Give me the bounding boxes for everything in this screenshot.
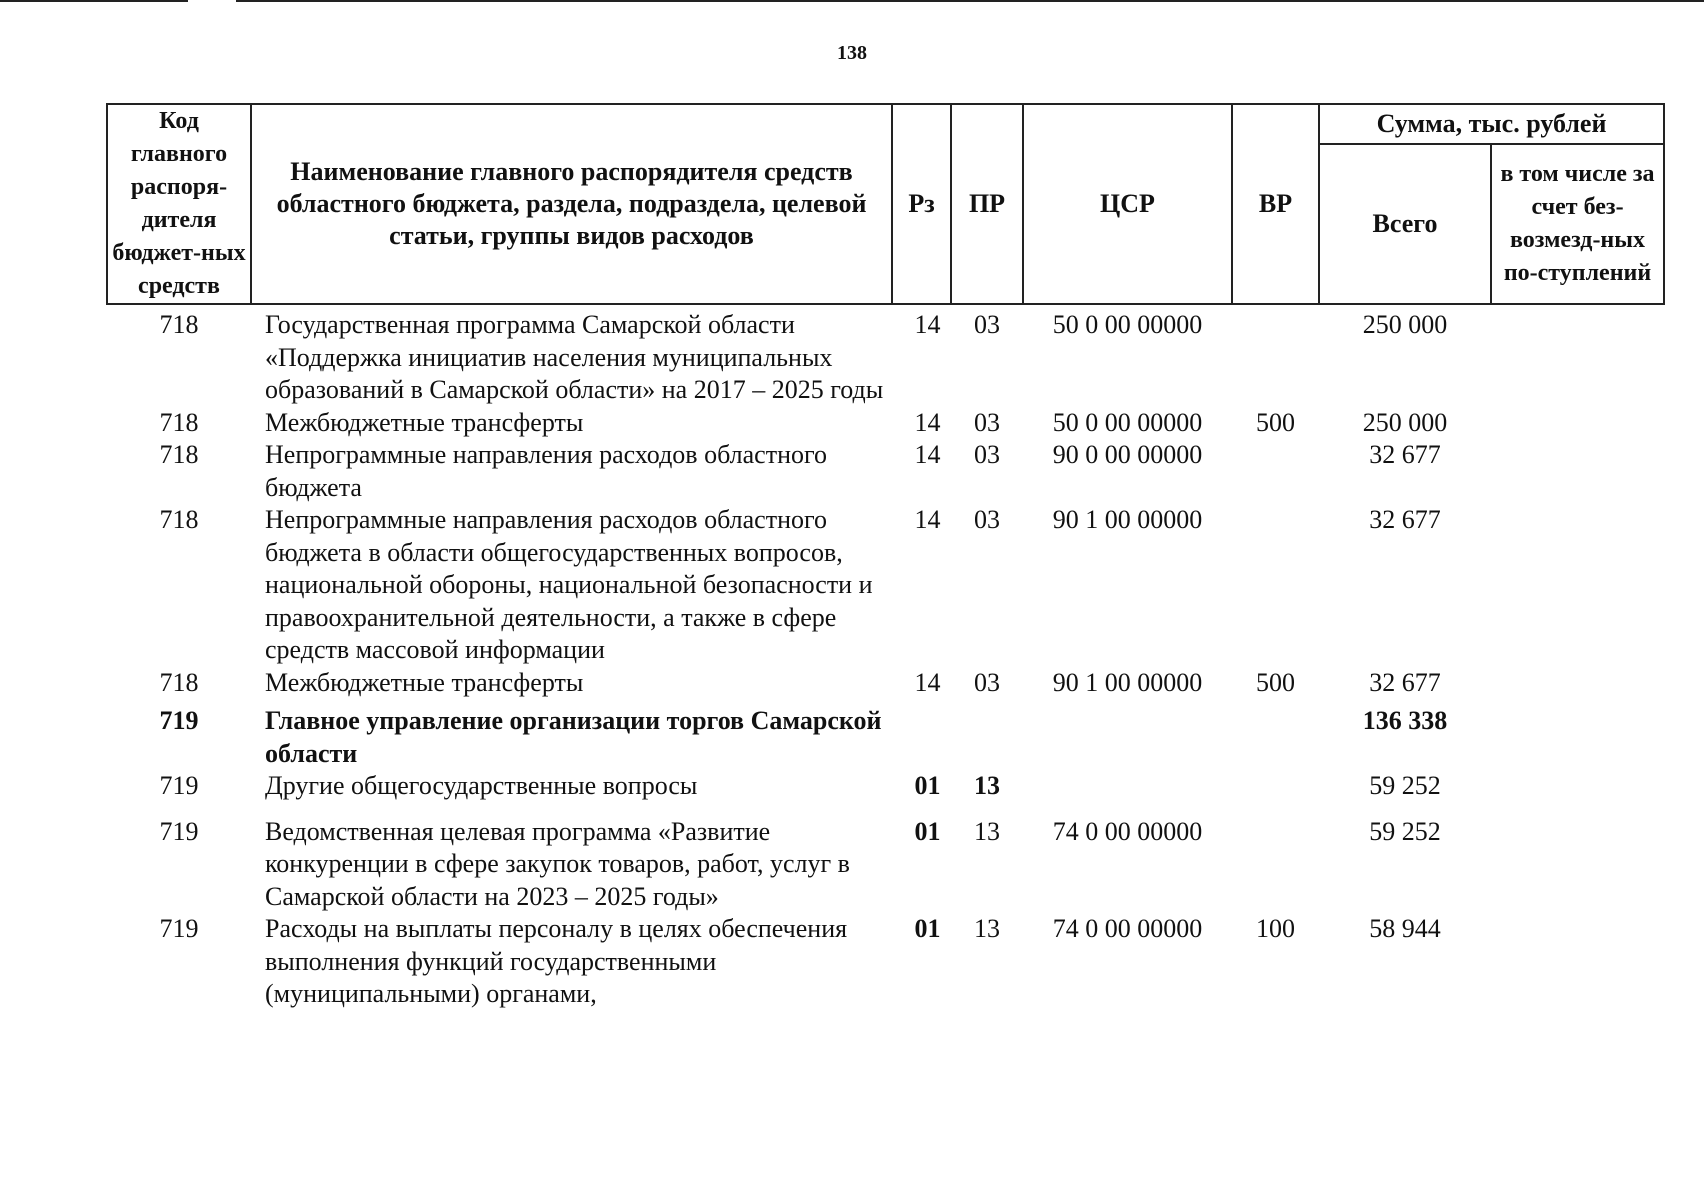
top-rule-right [236, 0, 1704, 2]
header-code: Код главного распоря-дителя бюджет-ных средств [107, 104, 251, 304]
cell-pr: 03 [974, 310, 1000, 339]
cell-pr: 03 [974, 407, 1000, 437]
cell-name: Межбюджетные трансферты [265, 407, 584, 437]
cell-name: Межбюджетные трансферты [265, 667, 584, 697]
cell-code: 719 [159, 771, 199, 800]
cell-name: Главное управление организации торгов Самарской области [265, 706, 882, 768]
header-rz: Рз [892, 104, 951, 304]
cell-total: 32 677 [1369, 440, 1441, 469]
cell-vr [1232, 770, 1319, 803]
table-row [107, 699, 1664, 770]
top-rule-left [0, 0, 188, 2]
cell-pr: 03 [974, 440, 1000, 469]
cell-total: 32 677 [1369, 505, 1441, 534]
header-vr: ВР [1232, 104, 1319, 304]
cell-free [1491, 699, 1664, 770]
cell-csr: 90 0 00 00000 [1052, 440, 1203, 469]
cell-csr [1023, 770, 1232, 803]
table-row [107, 439, 1664, 504]
table-row [107, 803, 1664, 914]
cell-name: Государственная программа Самарской области «Поддержка инициатив населения муниципальных образований в Самарской области» на 2017 – 2025 годы [265, 310, 884, 404]
cell-code: 719 [159, 706, 199, 735]
cell-pr: 03 [974, 667, 1000, 697]
cell-vr: 500 [1256, 407, 1295, 437]
cell-free [1491, 770, 1664, 803]
cell-csr: 90 1 00 00000 [1052, 667, 1203, 697]
table-row [107, 667, 1664, 700]
cell-name: Ведомственная целевая программа «Развитие конкуренции в сфере закупок товаров, работ, услуг в Самарской области на 2023 – 2025 годы» [265, 816, 850, 911]
cell-code: 719 [159, 816, 199, 846]
cell-csr: 50 0 00 00000 [1052, 407, 1203, 437]
cell-vr [1232, 504, 1319, 667]
header-name: Наименование главного распорядителя средств областного бюджета, раздела, подраздела, целевой статьи, группы видов расходов [251, 104, 892, 304]
table-row [107, 304, 1664, 407]
cell-csr: 50 0 00 00000 [1052, 310, 1203, 339]
cell-rz [892, 699, 951, 770]
cell-free [1491, 304, 1664, 407]
header-total: Всего [1319, 144, 1491, 304]
cell-rz: 14 [914, 505, 941, 534]
cell-vr [1232, 803, 1319, 914]
cell-vr: 500 [1256, 667, 1295, 697]
cell-rz: 01 [914, 816, 941, 846]
cell-code: 719 [159, 914, 199, 943]
cell-total: 58 944 [1369, 914, 1441, 943]
cell-total: 32 677 [1369, 667, 1441, 697]
table-row [107, 504, 1664, 667]
cell-rz: 01 [914, 771, 941, 800]
cell-code: 718 [159, 667, 199, 697]
cell-pr: 03 [974, 505, 1000, 534]
cell-total: 136 338 [1362, 706, 1448, 735]
cell-rz: 14 [914, 407, 941, 437]
header-free: в том числе за счет без-возмезд-ных по-ступлений [1491, 144, 1664, 304]
cell-total: 250 000 [1362, 407, 1448, 437]
cell-rz: 14 [914, 440, 941, 469]
cell-vr: 100 [1256, 914, 1295, 943]
cell-name: Непрограммные направления расходов областного бюджета в области общегосударственных вопросов, национальной обороны, национальной безопасности и правоохранительной деятельности, а также в сфере средств массовой информации [265, 505, 873, 664]
cell-rz: 14 [914, 310, 941, 339]
header-sum: Сумма, тыс. рублей [1319, 104, 1664, 144]
cell-free [1491, 504, 1664, 667]
table-row [107, 913, 1664, 1011]
cell-free [1491, 407, 1664, 440]
table-row [107, 770, 1664, 803]
cell-vr [1232, 439, 1319, 504]
cell-code: 718 [159, 407, 199, 437]
cell-csr: 74 0 00 00000 [1052, 914, 1203, 943]
cell-csr [1023, 699, 1232, 770]
budget-table [106, 103, 1665, 1011]
cell-code: 718 [159, 310, 199, 339]
cell-total: 59 252 [1369, 771, 1441, 800]
cell-name: Другие общегосударственные вопросы [265, 771, 698, 800]
cell-rz: 14 [914, 667, 941, 697]
cell-total: 250 000 [1362, 310, 1448, 339]
header-csr: ЦСР [1023, 104, 1232, 304]
cell-csr: 90 1 00 00000 [1052, 505, 1203, 534]
cell-pr: 13 [974, 816, 1000, 846]
cell-rz: 01 [914, 914, 941, 943]
cell-code: 718 [159, 505, 199, 534]
cell-code: 718 [159, 440, 199, 469]
cell-total: 59 252 [1369, 816, 1441, 846]
cell-name: Расходы на выплаты персоналу в целях обеспечения выполнения функций государственными (муниципальными) органами, [265, 914, 848, 1008]
cell-pr [951, 699, 1023, 770]
cell-pr: 13 [974, 771, 1000, 800]
cell-free [1491, 913, 1664, 1011]
cell-csr: 74 0 00 00000 [1052, 816, 1203, 846]
cell-pr: 13 [974, 914, 1000, 943]
cell-free [1491, 803, 1664, 914]
cell-free [1491, 439, 1664, 504]
cell-free [1491, 667, 1664, 700]
cell-name: Непрограммные направления расходов областного бюджета [265, 440, 827, 502]
table-row [107, 407, 1664, 440]
header-pr: ПР [951, 104, 1023, 304]
cell-vr [1232, 304, 1319, 407]
page-number: 138 [837, 42, 867, 64]
cell-vr [1232, 699, 1319, 770]
